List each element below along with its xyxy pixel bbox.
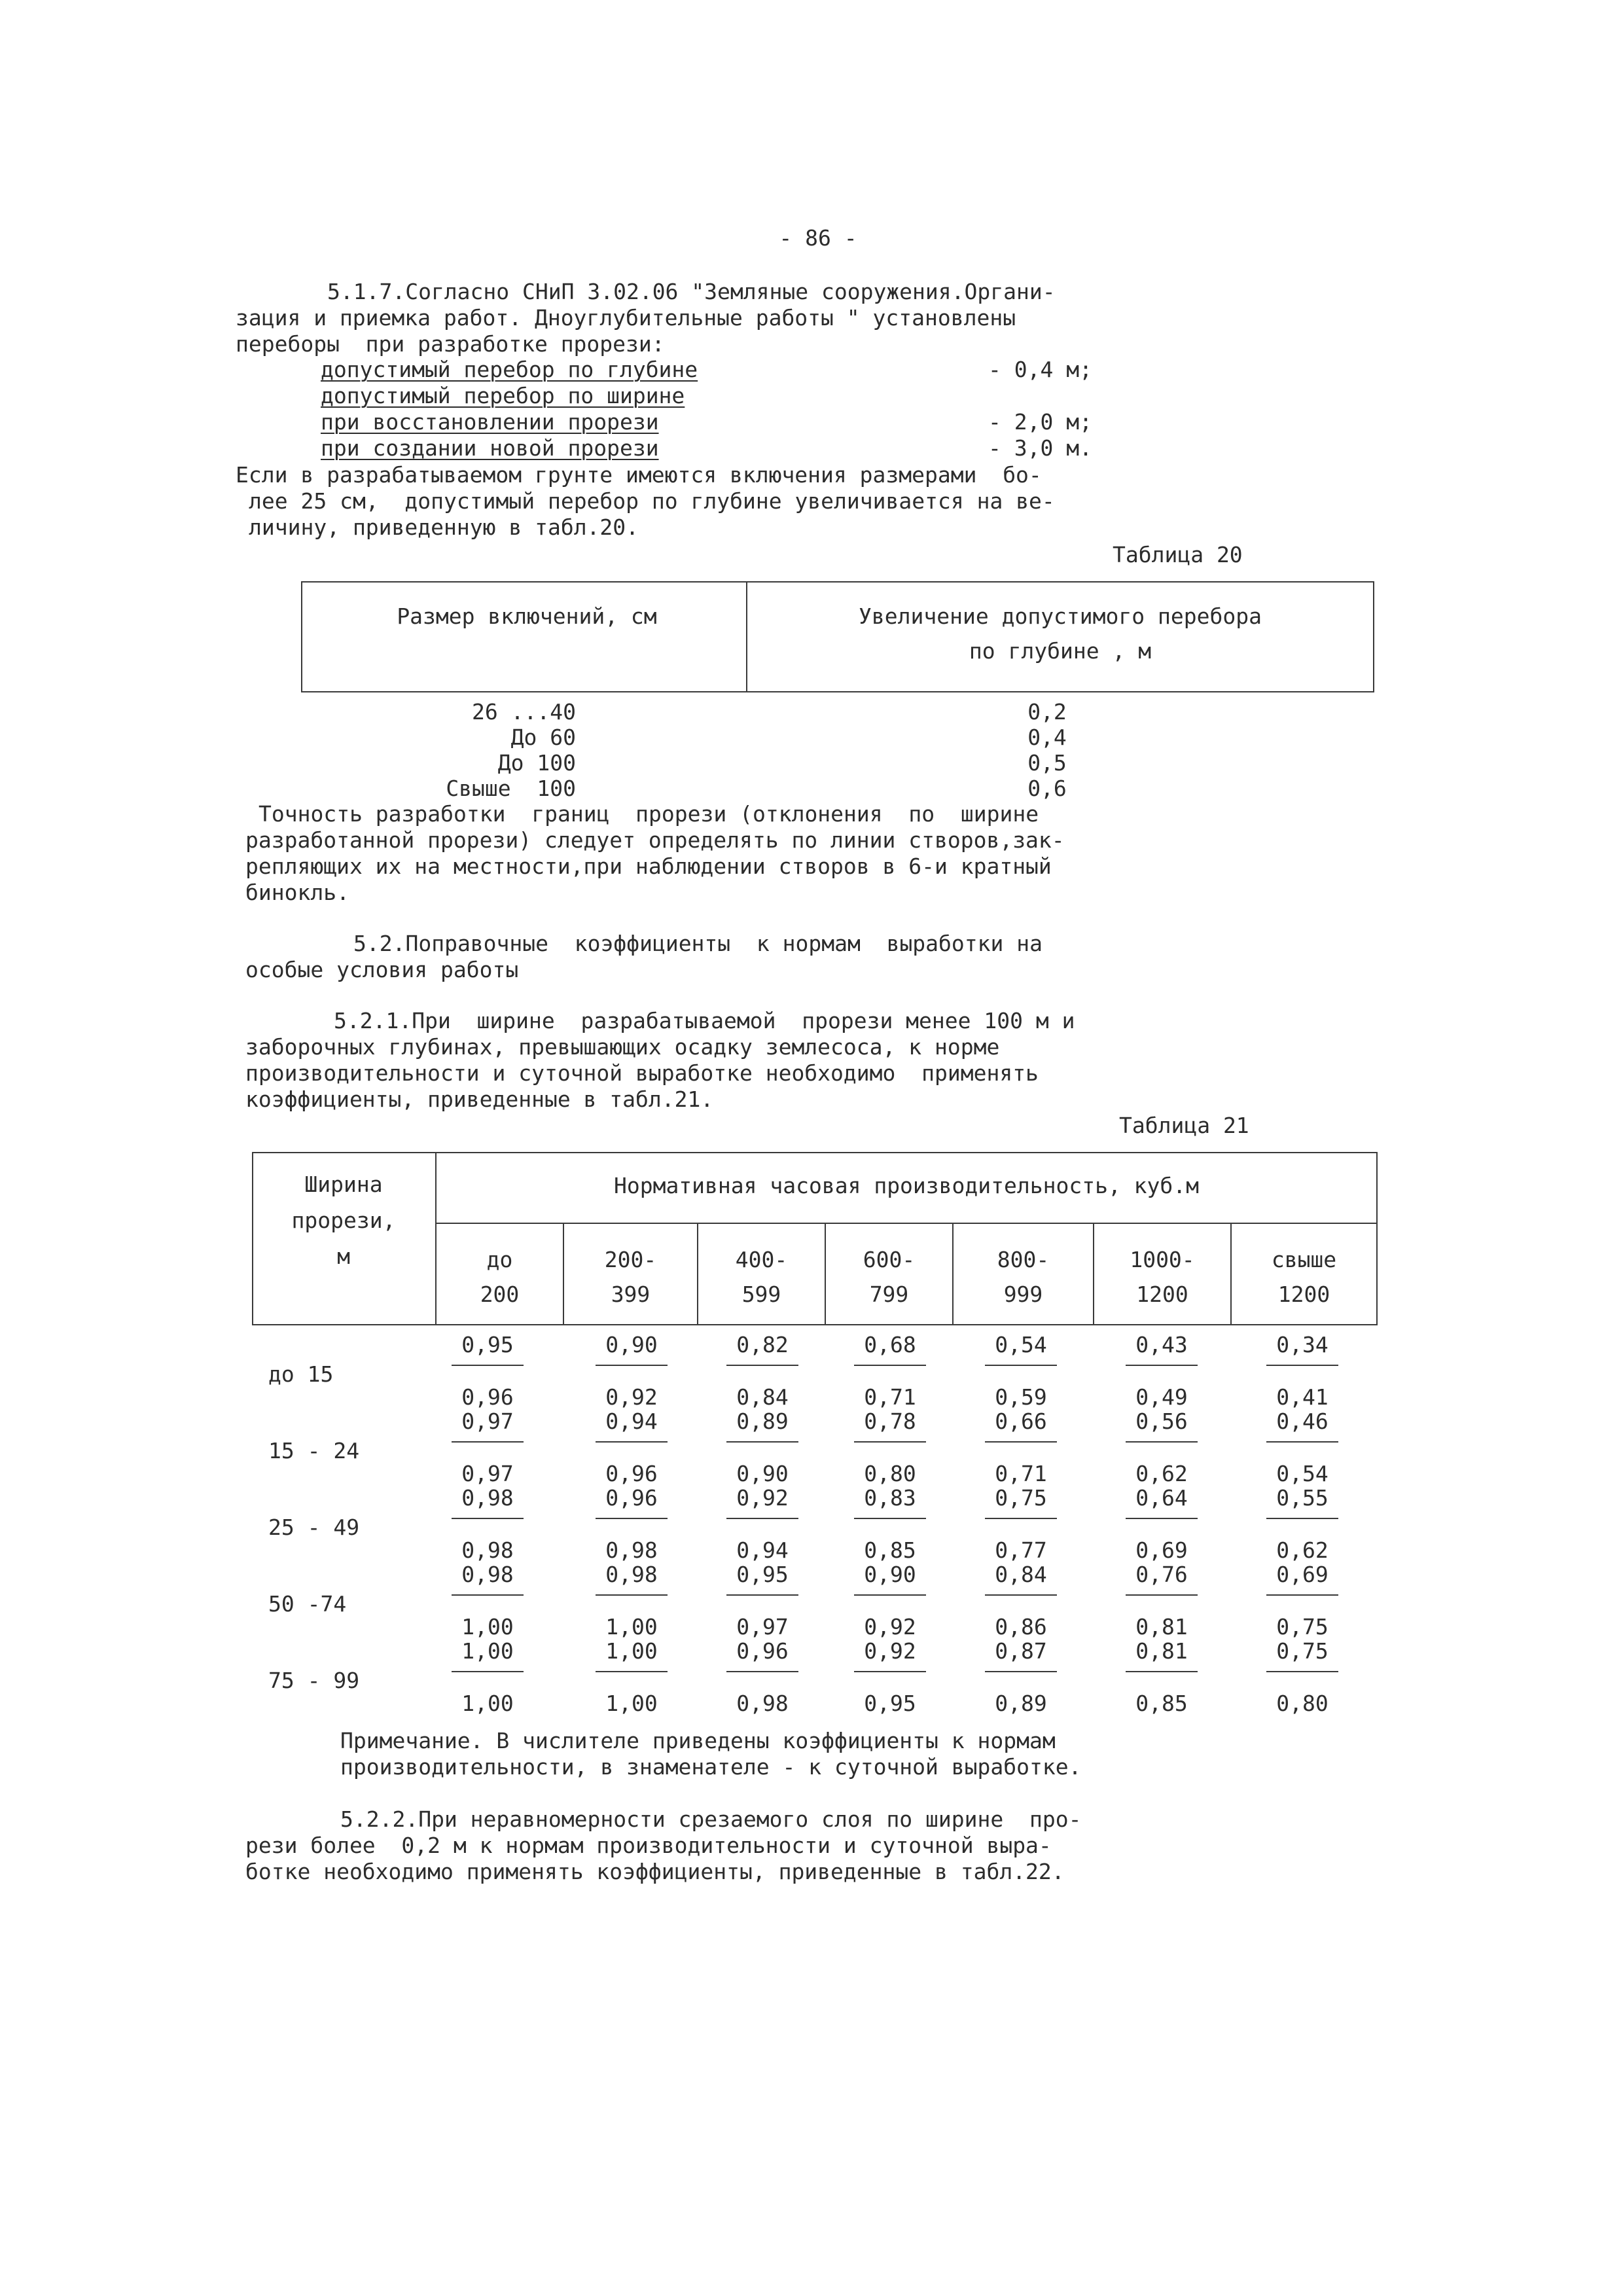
table20-divider [746,581,747,692]
table21-row-width: 15 - 24 [268,1438,360,1463]
table20-size-4: Свыше 100 [446,776,576,801]
table21-sub-divider-6 [1230,1223,1232,1325]
table21-denominator: 0,96 [461,1384,514,1410]
table21-header-hline [435,1223,1378,1224]
table21-numerator: 0,82 [736,1332,789,1357]
section-517-line-3: переборы при разработке прорези: [236,331,665,357]
table21-numerator: 0,83 [864,1485,916,1511]
table21-numerator: 0,81 [1135,1638,1188,1664]
table21-fraction-bar [1126,1365,1198,1366]
table21-fraction-bar [726,1365,798,1366]
table20-size-2: До 60 [510,725,576,750]
table21-numerator: 1,00 [605,1638,658,1664]
table21-denominator: 0,54 [1276,1461,1329,1486]
table21-fraction-bar [596,1365,668,1366]
table21-fraction-bar [596,1518,668,1519]
table21-denominator: 0,62 [1135,1461,1188,1486]
table21-sub-divider-2 [697,1223,698,1325]
table21-denominator: 0,97 [736,1614,789,1640]
table21-header-main: Нормативная часовая производительность, куб.м [613,1173,1200,1198]
tolerance-label-2: допустимый перебор по ширине [321,383,685,408]
table21-fraction-bar [452,1365,524,1366]
table21-denominator: 0,59 [995,1384,1047,1410]
table21-sub-divider-3 [825,1223,826,1325]
table21-sub-divider-1 [563,1223,564,1325]
table21-denominator: 1,00 [605,1691,658,1716]
table21-row-width: до 15 [268,1361,334,1387]
table21-numerator: 0,55 [1276,1485,1329,1511]
table21-sub-1-line2: 200 [480,1282,520,1307]
table21-numerator: 0,90 [605,1332,658,1357]
table21-denominator: 0,92 [864,1614,916,1640]
table21-fraction-bar [1126,1594,1198,1596]
table21-fraction-bar [1266,1365,1338,1366]
table21-numerator: 0,90 [864,1562,916,1587]
table21-denominator: 1,00 [605,1614,658,1640]
section-522-line-3: ботке необходимо применять коэффициенты, приведенные в табл.22. [245,1859,1065,1884]
table21-denominator: 0,41 [1276,1384,1329,1410]
table21-fraction-bar [596,1441,668,1443]
accuracy-line-2: разработанной прорези) следует определять по линии створов,зак- [245,827,1065,853]
table21-denominator: 0,69 [1135,1537,1188,1563]
table21-denominator: 0,80 [864,1461,916,1486]
table20-size-3: До 100 [497,750,576,776]
table21-fraction-bar [854,1441,926,1443]
table21-sub-divider-5 [1093,1223,1094,1325]
section-52-line-2: особые условия работы [245,957,519,982]
table21-sub-5-line1: 800- [997,1247,1050,1272]
table21-fraction-bar [452,1594,524,1596]
table21-denominator: 0,98 [461,1537,514,1563]
tolerance-value-4: - 3,0 м. [988,435,1092,461]
table21-numerator: 0,98 [461,1485,514,1511]
section-517-line-2: зация и приемка работ. Дноуглубительные работы " установлены [236,305,1016,331]
table21-sub-1-line1: до [486,1247,513,1272]
table21-caption: Таблица 21 [1119,1113,1249,1138]
section-521-line-1: 5.2.1.При ширине разрабатываемой прорези менее 100 м и [334,1008,1075,1033]
accuracy-line-3: репляющих их на местности,при наблюдении створов в 6-и кратный [245,853,1052,879]
section-521-line-4: коэффициенты, приведенные в табл.21. [245,1086,714,1112]
table21-numerator: 0,54 [995,1332,1047,1357]
tolerance-value-3: - 2,0 м; [988,409,1092,435]
table20-header-box [301,581,1374,692]
table21-denominator: 0,98 [736,1691,789,1716]
table21-denominator: 0,94 [736,1537,789,1563]
page-number: - 86 - [779,225,857,251]
table21-numerator: 0,84 [995,1562,1047,1587]
table20-size-1: 26 ...40 [472,699,576,725]
table21-fraction-bar [1266,1441,1338,1443]
table21-denominator: 1,00 [461,1691,514,1716]
table21-fraction-bar [452,1518,524,1519]
table20-header-col2-line2: по глубине , м [969,638,1152,664]
table21-denominator: 0,81 [1135,1614,1188,1640]
table21-denominator: 0,96 [605,1461,658,1486]
table21-sub-3-line1: 400- [735,1247,788,1272]
table21-numerator: 0,87 [995,1638,1047,1664]
table21-row-width: 75 - 99 [268,1668,360,1693]
table21-numerator: 0,96 [605,1485,658,1511]
table20-caption: Таблица 20 [1113,542,1243,567]
table21-denominator: 0,86 [995,1614,1047,1640]
table20-value-3: 0,5 [1027,750,1067,776]
table21-denominator: 1,00 [461,1614,514,1640]
section-522-line-1: 5.2.2.При неравномерности срезаемого слоя по ширине про- [340,1806,1082,1832]
table21-denominator: 0,71 [995,1461,1047,1486]
table20-header-col2-line1: Увеличение допустимого перебора [859,603,1262,629]
after-line-3: личину, приведенную в табл.20. [249,514,639,540]
section-522-line-2: рези более 0,2 м к нормам производительности и суточной выра- [245,1833,1052,1858]
table21-fraction-bar [985,1518,1057,1519]
table21-numerator: 0,43 [1135,1332,1188,1357]
table21-fraction-bar [1266,1594,1338,1596]
table21-numerator: 0,89 [736,1408,789,1434]
table21-note-line-1: Примечание. В числителе приведены коэффициенты к нормам [340,1728,1056,1753]
accuracy-line-1: Точность разработки границ прорези (отклонения по ширине [259,801,1039,827]
table21-fraction-bar [985,1594,1057,1596]
table21-sub-7-line2: 1200 [1277,1282,1330,1307]
table21-fraction-bar [596,1671,668,1672]
table21-numerator: 0,56 [1135,1408,1188,1434]
table21-denominator: 0,71 [864,1384,916,1410]
table21-fraction-bar [726,1671,798,1672]
table21-fraction-bar [854,1518,926,1519]
table21-fraction-bar [1266,1518,1338,1519]
table21-denominator: 0,98 [605,1537,658,1563]
table21-denominator: 0,92 [605,1384,658,1410]
table21-denominator: 0,95 [864,1691,916,1716]
table21-fraction-bar [726,1518,798,1519]
table21-denominator: 0,77 [995,1537,1047,1563]
table21-numerator: 0,69 [1276,1562,1329,1587]
table21-fraction-bar [985,1365,1057,1366]
tolerance-label-3: при восстановлении прорези [321,409,659,435]
table20-value-1: 0,2 [1027,699,1067,725]
tolerance-label-4: при создании новой прорези [321,435,659,461]
table21-numerator: 0,95 [736,1562,789,1587]
table21-fraction-bar [985,1441,1057,1443]
table21-fraction-bar [1126,1441,1198,1443]
table21-fraction-bar [854,1671,926,1672]
table21-numerator: 0,78 [864,1408,916,1434]
tolerance-label-1: допустимый перебор по глубине [321,357,698,382]
table21-denominator: 0,75 [1276,1614,1329,1640]
table21-sub-6-line1: 1000- [1130,1247,1195,1272]
table21-numerator: 0,96 [736,1638,789,1664]
table21-numerator: 0,92 [736,1485,789,1511]
table21-numerator: 0,34 [1276,1332,1329,1357]
table20-header-col1: Размер включений, см [397,603,657,629]
table21-row-width: 25 - 49 [268,1515,360,1540]
table21-denominator: 0,89 [995,1691,1047,1716]
table21-numerator: 0,97 [461,1408,514,1434]
table21-fraction-bar [1126,1671,1198,1672]
table21-fraction-bar [452,1441,524,1443]
table21-row-width: 50 -74 [268,1591,347,1617]
table21-fraction-bar [1126,1518,1198,1519]
table21-numerator: 1,00 [461,1638,514,1664]
table21-numerator: 0,92 [864,1638,916,1664]
table21-header-width-line2: прорези, [291,1208,396,1233]
table21-fraction-bar [854,1594,926,1596]
table21-numerator: 0,75 [1276,1638,1329,1664]
table21-sub-4-line2: 799 [869,1282,909,1307]
table21-header-width-line3: м [337,1244,350,1269]
table21-numerator: 0,75 [995,1485,1047,1511]
table21-numerator: 0,76 [1135,1562,1188,1587]
table21-sub-2-line2: 399 [611,1282,651,1307]
table20-value-4: 0,6 [1027,776,1067,801]
table21-denominator: 0,62 [1276,1537,1329,1563]
table21-numerator: 0,94 [605,1408,658,1434]
table21-fraction-bar [726,1594,798,1596]
table21-fraction-bar [1266,1671,1338,1672]
table21-sub-2-line1: 200- [604,1247,657,1272]
table21-denominator: 0,49 [1135,1384,1188,1410]
table21-numerator: 0,98 [461,1562,514,1587]
after-line-1: Если в разрабатываемом грунте имеются включения размерами бо- [236,462,1042,488]
table21-sub-7-line1: свыше [1271,1247,1337,1272]
table21-header-width-line1: Ширина [304,1172,383,1197]
table21-sub-4-line1: 600- [863,1247,916,1272]
table21-fraction-bar [854,1365,926,1366]
table21-sub-6-line2: 1200 [1136,1282,1188,1307]
table21-fraction-bar [726,1441,798,1443]
table21-denominator: 0,84 [736,1384,789,1410]
table21-denominator: 0,97 [461,1461,514,1486]
section-517-line-1: 5.1.7.Согласно СНиП 3.02.06 "Земляные сооружения.Органи- [327,279,1056,304]
table21-denominator: 0,85 [1135,1691,1188,1716]
table21-numerator: 0,64 [1135,1485,1188,1511]
section-52-line-1: 5.2.Поправочные коэффициенты к нормам выработки на [353,931,1043,956]
table21-fraction-bar [596,1594,668,1596]
table21-denominator: 0,90 [736,1461,789,1486]
table21-sub-3-line2: 599 [741,1282,781,1307]
accuracy-line-4: бинокль. [245,880,349,905]
table21-denominator: 0,85 [864,1537,916,1563]
table21-numerator: 0,68 [864,1332,916,1357]
section-521-line-3: производительности и суточной выработке необходимо применять [245,1060,1039,1086]
section-521-line-2: заборочных глубинах, превышающих осадку землесоса, к норме [245,1034,1000,1060]
table21-note-line-2: производительности, в знаменателе - к суточной выработке. [340,1754,1082,1780]
table21-sub-divider-4 [952,1223,954,1325]
table21-numerator: 0,66 [995,1408,1047,1434]
after-line-2: лее 25 см, допустимый перебор по глубине увеличивается на ве- [249,488,1055,514]
table21-numerator: 0,95 [461,1332,514,1357]
table20-value-2: 0,4 [1027,725,1067,750]
table21-sub-5-line2: 999 [1003,1282,1043,1307]
table21-denominator: 0,80 [1276,1691,1329,1716]
table21-fraction-bar [985,1671,1057,1672]
tolerance-value-1: - 0,4 м; [988,357,1092,382]
table21-numerator: 0,46 [1276,1408,1329,1434]
table21-numerator: 0,98 [605,1562,658,1587]
table21-fraction-bar [452,1671,524,1672]
